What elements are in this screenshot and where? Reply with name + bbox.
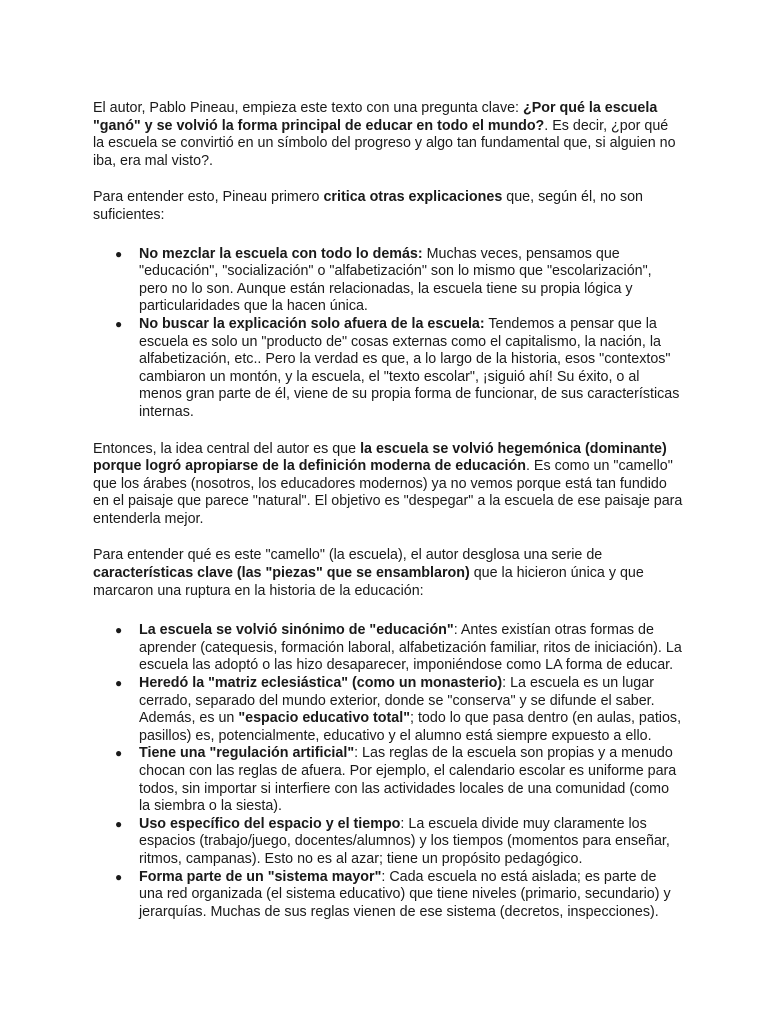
key-question: ¿Por qué la escuela "ganó" y se volvió la forma principal de educar en todo el mundo?: [93, 100, 658, 134]
bullet-icon: ●: [115, 316, 123, 331]
list-item: ● Forma parte de un "sistema mayor": Cada escuela no está aislada; es parte de una red organizada (el sistema educativo) que tiene niveles (primario, secundario) y jerarquías. Muchas de sus reglas vienen de ese sistema (decretos, inspecciones).: [115, 868, 671, 920]
list-item: ● No mezclar la escuela con todo lo demás: Muchas veces, pensamos que "educación", "socialización" o "alfabetización" son lo mismo que "escolarización", pero no lo son. Aunque están relacionadas, la escuela tiene su propia lógica y particularidades que la hacen única.: [115, 245, 652, 315]
camello-paragraph: Para entender qué es este "camello" (la escuela), el autor desglosa una serie de características clave (las "piezas" que se ensamblaron) que la hicieron única y que marcaron una ruptura en la historia de la educación:: [93, 547, 644, 599]
bullet-icon: ●: [115, 869, 123, 884]
critica-paragraph: Para entender esto, Pineau primero critica otras explicaciones que, según él, no son suficientes:: [93, 189, 643, 223]
list-item: ● Heredó la "matriz eclesiástica" (como un monasterio): La escuela es un lugar cerrado, separado del mundo exterior, donde se "conserva" y se difunde el saber. Además, es un "espacio educativo total"; todo lo que pasa dentro (en aulas, patios, pasillos) es, potencialmente, educativo y el alumno está siempre expuesto a ello.: [115, 675, 682, 744]
bullet-icon: ●: [115, 816, 123, 831]
bullet-icon: ●: [115, 746, 123, 761]
bullet-icon: ●: [115, 676, 123, 691]
list-item: ● Tiene una "regulación artificial": Las reglas de la escuela son propias y a menudo chocan con las reglas de afuera. Por ejemplo, el calendario escolar es uniforme para todos, sin importar si interfiere con las actividades locales de una comunidad (como la siembra o la siesta).: [115, 745, 677, 815]
list-item: ● No buscar la explicación solo afuera de la escuela: Tendemos a pensar que la escuela es solo un "producto de" cosas externas como el capitalismo, la nación, la alfabetización, etc.. Pero la verdad es que, a lo largo de la historia, esos "contextos" cambiaron un montón, y la escuela, el "texto escolar", ¡siguió ahí! Su éxito, o al menos gran parte de él, viene de su propia forma de funcionar, de sus características internas.: [115, 315, 680, 420]
intro-paragraph: El autor, Pablo Pineau, empieza este texto con una pregunta clave: ¿Por qué la escuela "ganó" y se volvió la forma principal de educar en todo el mundo?. Es decir, ¿por qué la escuela se convirtió en un símbolo del progreso y algo tan fundamental que, si alguien no iba, era mal visto?.: [93, 100, 676, 169]
document-page: [93, 100, 683, 940]
list-item: ● La escuela se volvió sinónimo de "educación": Antes existían otras formas de aprender (catequesis, formación laboral, alfabetización familiar, ritos de iniciación). La escuela las adoptó o las hizo desaparecer, imponiéndose como LA forma de educar.: [115, 622, 682, 674]
explicaciones-list: [93, 246, 683, 422]
list-item: ● Uso específico del espacio y el tiempo: La escuela divide muy claramente los espacios (trabajo/juego, docentes/alumnos) y los tiempos (momentos para enseñar, ritmos, campanas). Esto no es al azar; tiene un propósito pedagógico.: [115, 815, 670, 867]
caracteristicas-list: [93, 622, 683, 921]
bullet-icon: ●: [115, 246, 123, 261]
bullet-icon: ●: [115, 623, 123, 638]
central-paragraph: Entonces, la idea central del autor es que la escuela se volvió hegemónica (dominante) porque logró apropiarse de la definición moderna de educación. Es como un "camello" que los árabes (nosotros, los educadores modernos) ya no vemos porque está tan fundido en el paisaje que parece "natural". El objetivo es "despegar" a la escuela de ese paisaje para entenderla mejor.: [93, 440, 683, 527]
